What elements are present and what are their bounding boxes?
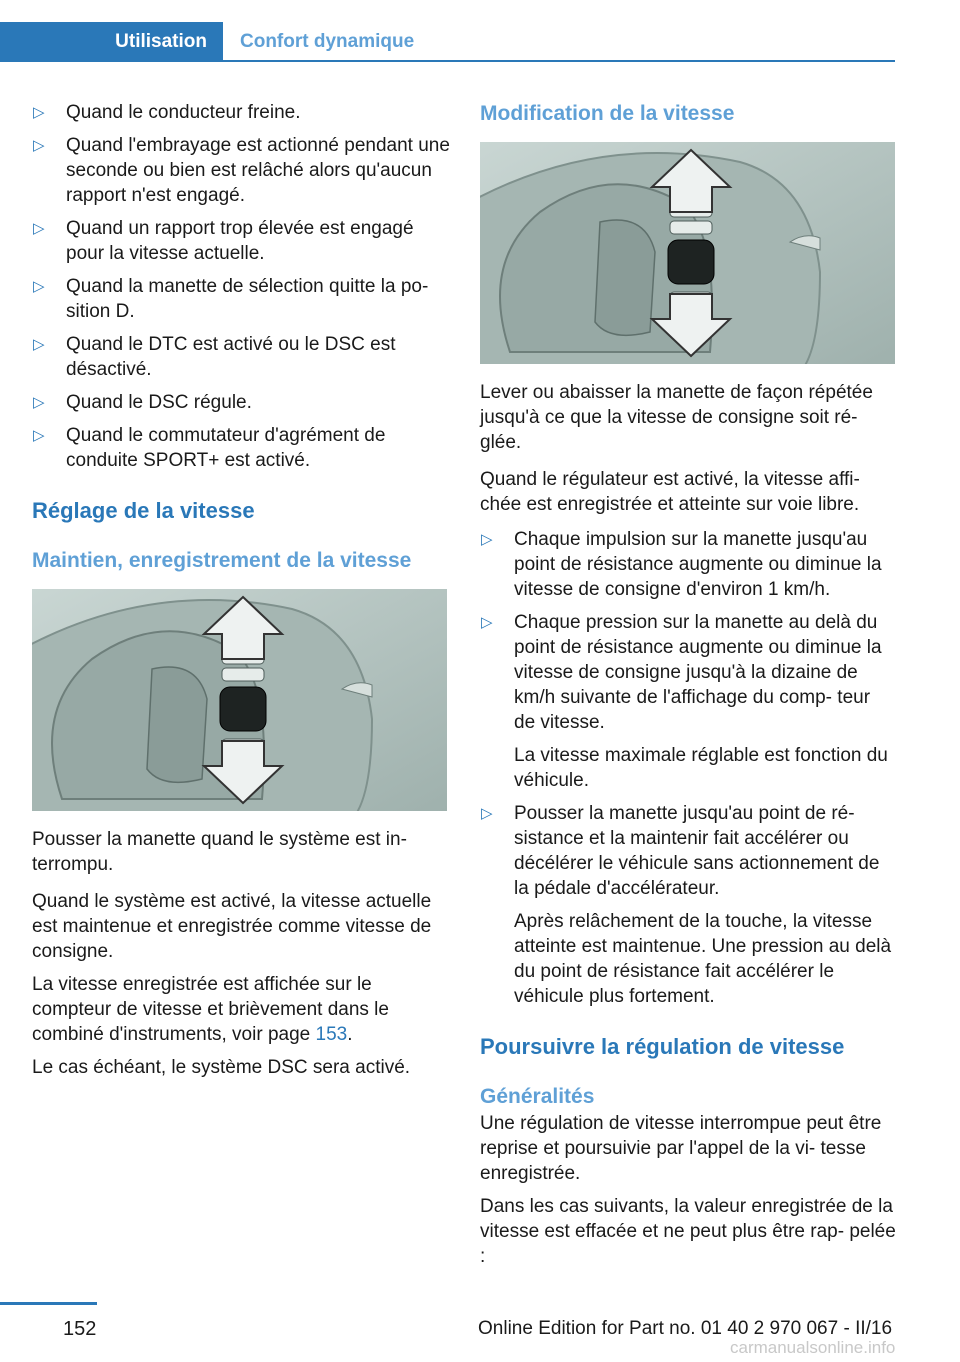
list-item: ▷ Quand le conducteur freine. <box>33 102 301 123</box>
left-column <box>32 100 450 1088</box>
triangle-bullet-icon: ▷ <box>33 427 45 444</box>
heading-poursuivre: Poursuivre la régulation de vitesse <box>480 1034 845 1059</box>
paragraph: Quand le système est activé, la vitesse actuelle est maintenue et enregistrée comme vitesse de consigne. <box>32 891 432 962</box>
page-header <box>0 22 895 62</box>
paragraph: Pousser la manette quand le système est in‐ terrompu. <box>32 829 407 875</box>
steering-wheel-lever-illustration <box>480 142 895 364</box>
triangle-bullet-icon: ▷ <box>33 394 45 411</box>
list-item: ▷ Quand l'embrayage est actionné pendant une seconde ou bien est relâché alors qu'aucun rapport n'est engagé. <box>33 135 450 206</box>
list-item: ▷ Pousser la manette jusqu'au point de ré‐ sistance et la maintenir fait accélérer ou décélérer le véhicule sans actionnement de la pédale d'accélérateur. Après relâchement de la touche, la vitesse atteinte est maintenue. Une pression au delà du point de résistance fait accélérer le véhicule plus fortement. <box>481 803 892 1007</box>
paragraph: Une régulation de vitesse interrompue peut être reprise et poursuivie par l'appel de la vi‐ tesse enregistrée. <box>480 1113 882 1184</box>
list-item: ▷ Quand le commutateur d'agrément de conduite SPORT+ est activé. <box>33 425 386 471</box>
triangle-bullet-icon: ▷ <box>481 805 493 822</box>
page-reference-link[interactable]: 153 <box>315 1024 348 1045</box>
triangle-bullet-icon: ▷ <box>33 220 45 237</box>
triangle-bullet-icon: ▷ <box>33 104 45 121</box>
heading-maintien: Maintien, enregistrement de la vitesse <box>32 549 412 572</box>
paragraph: Lever ou abaisser la manette de façon répétée jusqu'à ce que la vitesse de consigne soit ré‐ glée. <box>480 382 873 453</box>
list-item: ▷ Chaque impulsion sur la manette jusqu'au point de résistance augmente ou diminue la vitesse de consigne d'environ 1 km/h. <box>481 529 882 600</box>
paragraph: La vitesse enregistrée est affichée sur le compteur de vitesse et brièvement dans le combiné d'instruments, voir page 153. <box>32 974 389 1045</box>
paragraph: Le cas échéant, le système DSC sera activé. <box>32 1057 411 1078</box>
section-tab-confort: Confort dynamique <box>240 31 415 52</box>
heading-reglage: Réglage de la vitesse <box>32 498 255 523</box>
heading-generalites: Généralités <box>480 1085 595 1108</box>
steering-wheel-lever-illustration <box>32 589 447 811</box>
watermark: carmanualsonline.info <box>730 1338 896 1357</box>
triangle-bullet-icon: ▷ <box>33 336 45 353</box>
list-item: ▷ Quand le DSC régule. <box>33 392 252 413</box>
paragraph: Quand le régulateur est activé, la vitesse affi‐ chée est enregistrée et atteinte sur voie libre. <box>480 469 860 515</box>
triangle-bullet-icon: ▷ <box>33 278 45 295</box>
list-item: ▷ Quand un rapport trop élevée est engagé pour la vitesse actuelle. <box>33 218 414 264</box>
triangle-bullet-icon: ▷ <box>481 614 493 631</box>
section-tab-utilisation: Utilisation <box>0 22 223 62</box>
paragraph: Dans les cas suivants, la valeur enregistrée de la vitesse est effacée et ne peut plus être rap‐ pelée : <box>480 1196 896 1267</box>
speed-change-list <box>480 527 896 1009</box>
page-number: 152 <box>63 1318 97 1340</box>
footer-rule <box>0 1302 97 1305</box>
right-column <box>480 100 896 1277</box>
triangle-bullet-icon: ▷ <box>481 531 493 548</box>
heading-modification: Modification de la vitesse <box>480 102 735 125</box>
steering-wheel-figure-right <box>480 142 895 364</box>
steering-wheel-figure-left <box>32 589 447 811</box>
list-item: ▷ Quand la manette de sélection quitte la po‐ sition D. <box>33 276 429 322</box>
list-item: ▷ Quand le DTC est activé ou le DSC est désactivé. <box>33 334 396 380</box>
deactivation-list <box>32 100 450 473</box>
list-item: ▷ Chaque pression sur la manette au delà du point de résistance augmente ou diminue la vitesse de consigne jusqu'à la dizaine de km/h suivante de l'affichage du comp‐ teur de vitesse. La vitesse maximale réglable est fonction du véhicule. <box>481 612 888 791</box>
edition-note: Online Edition for Part no. 01 40 2 970 067 - II/16 <box>478 1318 893 1339</box>
triangle-bullet-icon: ▷ <box>33 137 45 154</box>
